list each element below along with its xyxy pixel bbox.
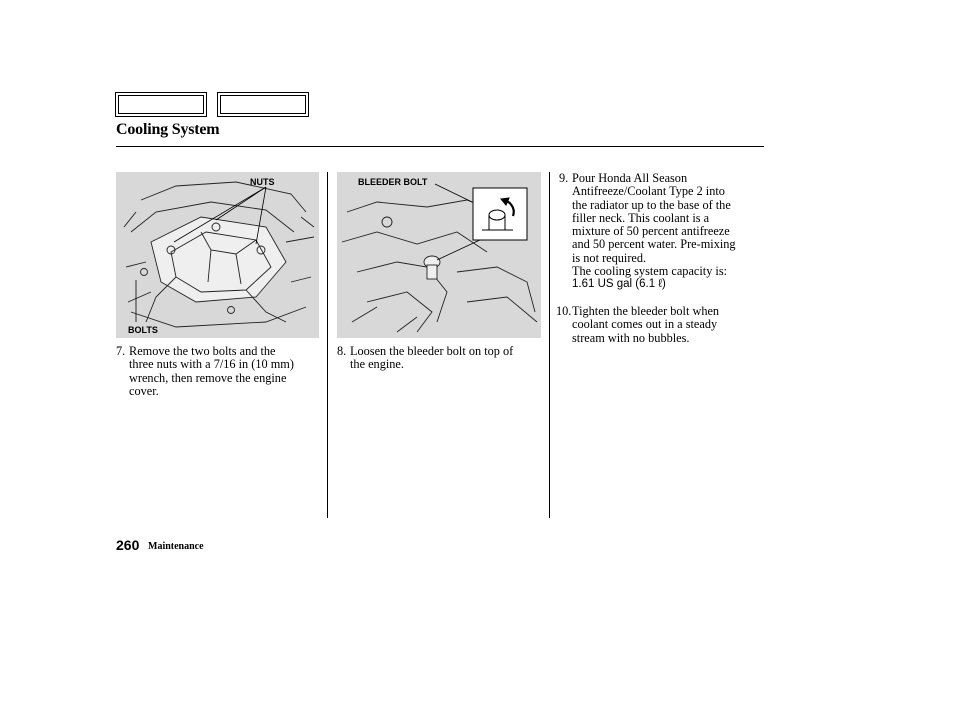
page-number: 260 xyxy=(116,537,140,553)
step-9-number: 9. xyxy=(559,171,569,185)
step-9-line: Antifreeze/Coolant Type 2 into xyxy=(572,184,725,199)
step-8-line: the engine. xyxy=(350,357,404,372)
step-7-line: wrench, then remove the engine xyxy=(129,370,287,385)
column-divider-2 xyxy=(549,172,550,518)
step-9-line: the radiator up to the base of the xyxy=(572,197,731,212)
step-9-line: and 50 percent water. Pre-mixing xyxy=(572,237,736,252)
section-name: Maintenance xyxy=(148,541,204,552)
callout-bolts: BOLTS xyxy=(128,325,158,335)
callout-bleeder-bolt: BLEEDER BOLT xyxy=(358,177,428,187)
step-10-number: 10. xyxy=(556,304,572,318)
step-7-line: three nuts with a 7/16 in (10 mm) xyxy=(129,357,294,372)
header-tab-box-1 xyxy=(115,92,207,117)
coolant-capacity: 1.61 US gal (6.1 ℓ) xyxy=(572,278,666,291)
step-8-number: 8. xyxy=(337,344,347,358)
column-divider-1 xyxy=(327,172,328,518)
step-8-line: Loosen the bleeder bolt on top of xyxy=(350,344,514,358)
title-rule xyxy=(116,146,764,147)
step-7-line: cover. xyxy=(129,383,159,398)
page-title: Cooling System xyxy=(116,121,220,138)
step-9-line: mixture of 50 percent antifreeze xyxy=(572,224,730,239)
engine-cover-figure xyxy=(116,172,319,338)
step-9-line: filler neck. This coolant is a xyxy=(572,210,710,225)
callout-nuts: NUTS xyxy=(250,177,275,187)
step-7-line: Remove the two bolts and the xyxy=(129,344,276,358)
step-10-text xyxy=(572,305,719,345)
step-9-line: is not required. xyxy=(572,250,647,265)
engine-cover-illustration xyxy=(116,172,319,338)
bleeder-bolt-figure xyxy=(337,172,541,338)
step-10-line: Tighten the bleeder bolt when xyxy=(572,304,720,318)
step-9-line: Pour Honda All Season xyxy=(572,171,688,185)
step-7-number: 7. xyxy=(116,344,126,358)
bleeder-bolt-illustration xyxy=(337,172,541,338)
step-8-text xyxy=(350,345,513,372)
step-9-text xyxy=(572,172,736,292)
header-tab-box-2 xyxy=(217,92,309,117)
step-10-line: stream with no bubbles. xyxy=(572,330,690,345)
step-10-line: coolant comes out in a steady xyxy=(572,317,718,332)
step-9-line: The cooling system capacity is: xyxy=(572,264,728,279)
step-7-text xyxy=(129,345,294,398)
